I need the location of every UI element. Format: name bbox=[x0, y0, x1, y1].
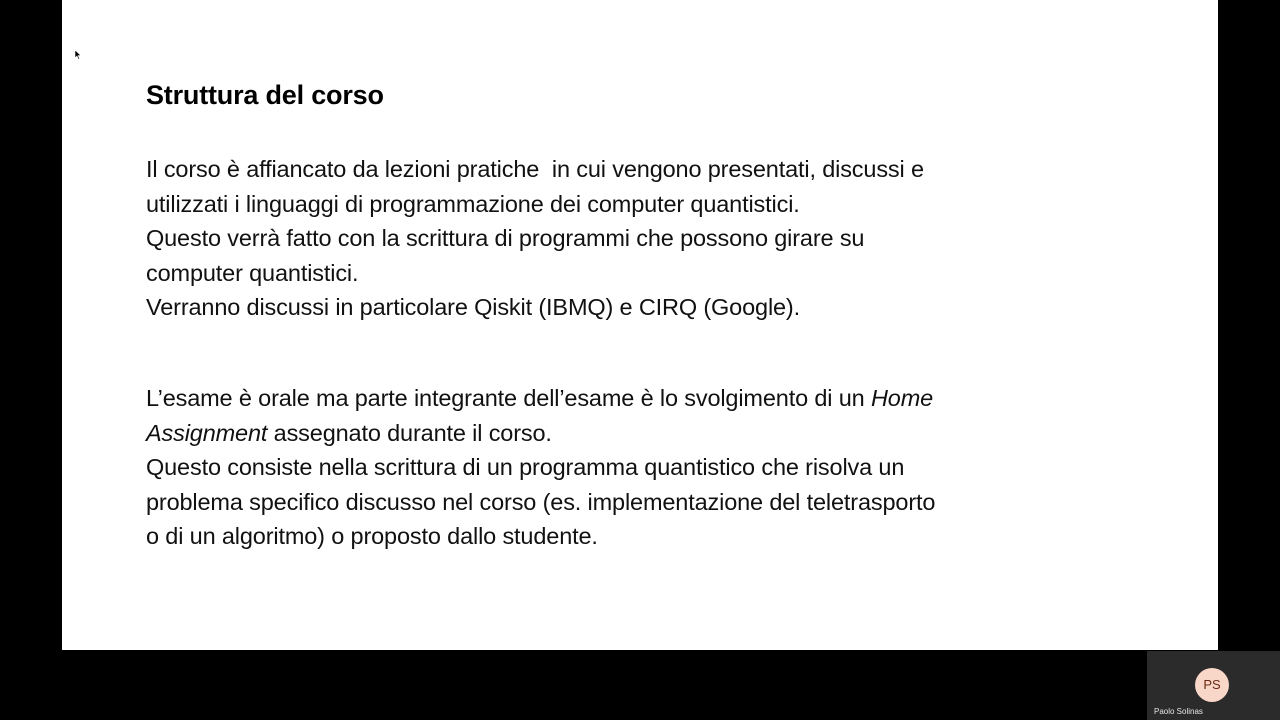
text-segment: assegnato durante il corso. bbox=[267, 419, 552, 446]
text-line bbox=[146, 381, 935, 416]
participant-name: Paolo Solinas bbox=[1154, 707, 1203, 716]
text-line: computer quantistici. bbox=[146, 259, 359, 286]
mouse-pointer-icon bbox=[75, 50, 83, 60]
text-line: utilizzati i linguaggi di programmazione dei computer quantistici. bbox=[146, 190, 800, 217]
text-line: Verranno discussi in particolare Qiskit (IBMQ) e CIRQ (Google). bbox=[146, 294, 800, 321]
avatar: PS bbox=[1195, 668, 1229, 702]
slide-paragraph-exam bbox=[146, 381, 935, 554]
text-segment-italic: Assignment bbox=[146, 419, 268, 446]
text-line: problema specifico discusso nel corso (es. implementazione del teletrasporto bbox=[146, 488, 936, 515]
text-line: Questo verrà fatto con la scrittura di programmi che possono girare su bbox=[146, 225, 865, 252]
participant-video-tile[interactable] bbox=[1147, 651, 1280, 720]
text-line: Questo consiste nella scrittura di un programma quantistico che risolva un bbox=[146, 454, 905, 481]
text-line: Il corso è affiancato da lezioni pratiche in cui vengono presentati, discussi e bbox=[146, 156, 924, 182]
shared-slide bbox=[62, 0, 1218, 650]
slide-title: Struttura del corso bbox=[146, 80, 384, 110]
text-line: o di un algoritmo) o proposto dallo studente. bbox=[146, 523, 598, 550]
text-line bbox=[146, 416, 935, 451]
text-segment: L’esame è orale ma parte integrante dell’esame è lo svolgimento di un bbox=[146, 385, 871, 411]
text-segment-italic: Home bbox=[870, 385, 934, 411]
slide-paragraph-lessons bbox=[146, 152, 924, 325]
